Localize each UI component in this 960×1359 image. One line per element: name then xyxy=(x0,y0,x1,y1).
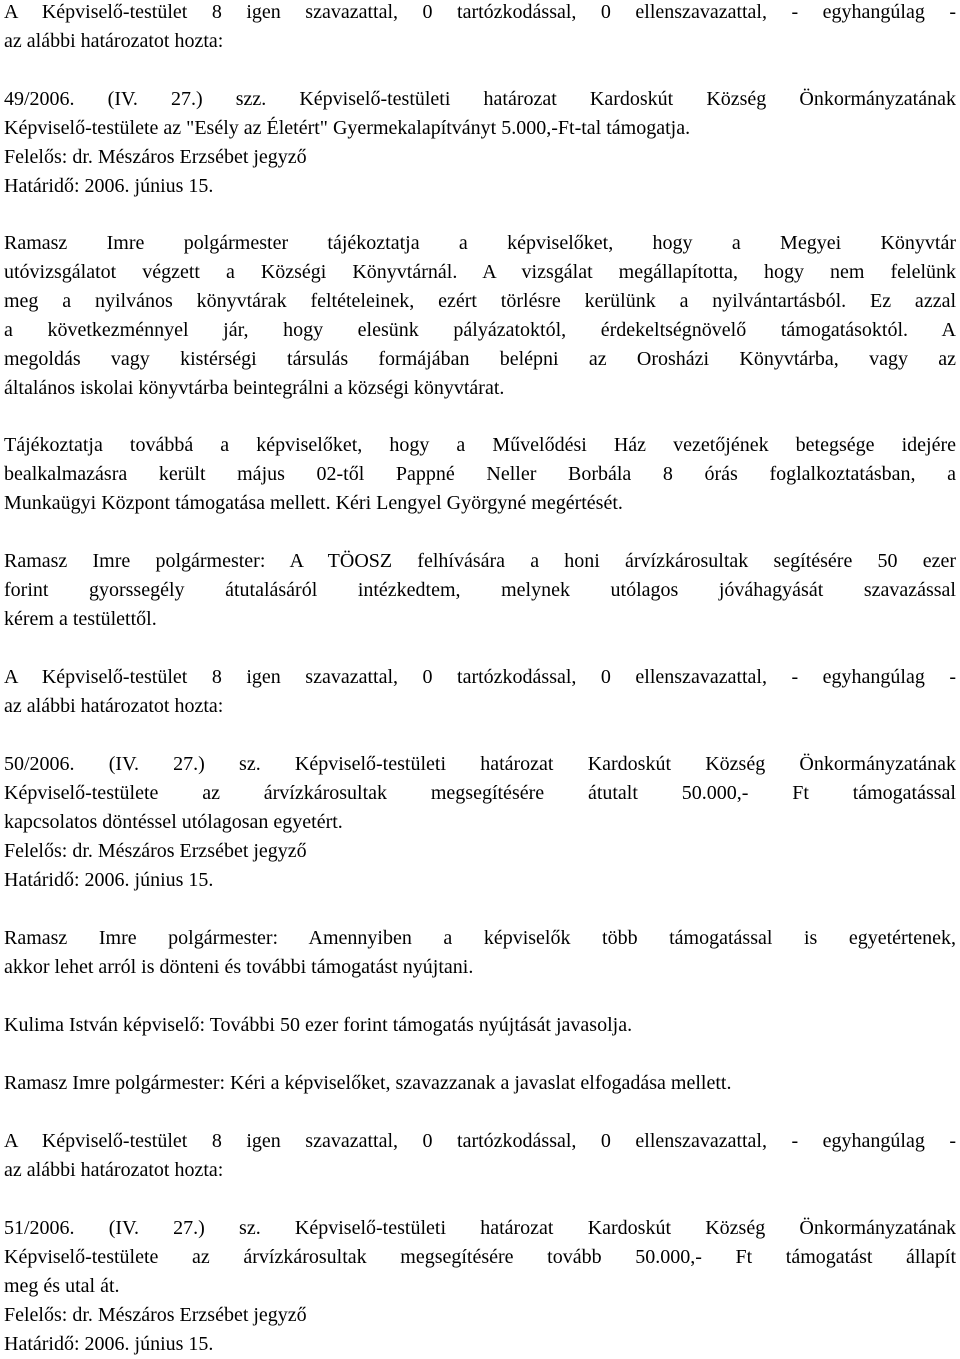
paragraph-line: a következménnyel jár, hogy elesünk pályázatoktól, érdekeltségnövelő támogatásoktól. A xyxy=(4,319,956,341)
paragraph-line: meg a nyilvános könyvtárak feltételeinek, ezért törlésre kerülünk a nyilvántartásból. Ez azzal xyxy=(4,290,956,312)
vote-line: A Képviselő-testület 8 igen szavazattal, 0 tartózkodással, 0 ellenszavazattal, - egyhangúlag - xyxy=(4,1130,956,1152)
resolution-heading xyxy=(4,1214,956,1243)
resolution-text: kapcsolatos döntéssel utólagosan egyetért. xyxy=(4,811,343,833)
resolution-text: Képviselő-testülete az árvízkárosultak megsegítésére tovább 50.000,- Ft támogatást állapít xyxy=(4,1246,956,1268)
resolution-49 xyxy=(4,85,956,201)
vote-statement-1 xyxy=(4,0,956,56)
paragraph-line: megoldás vagy kistérségi társulás formájában belépni az Orosházi Könyvtárba, vagy az xyxy=(4,348,956,370)
vote-line: az alábbi határozatot hozta: xyxy=(4,1159,224,1181)
paragraph-line: utóvizsgálatot végzett a Községi Könyvtárnál. A vizsgálat megállapította, hogy nem felelünk xyxy=(4,261,956,283)
responsible: Felelős: dr. Mészáros Erzsébet jegyző xyxy=(4,1304,307,1326)
paragraph-line: Munkaügyi Központ támogatása mellett. Kéri Lengyel Györgyné megértését. xyxy=(4,492,623,514)
paragraph-line: Ramasz Imre polgármester: A TÖOSZ felhívására a honi árvízkárosultak segítésére 50 ezer xyxy=(4,550,956,572)
resolution-text: meg és utal át. xyxy=(4,1275,120,1297)
responsible: Felelős: dr. Mészáros Erzsébet jegyző xyxy=(4,146,307,168)
paragraph-line: Ramasz Imre polgármester tájékoztatja a képviselőket, hogy a Megyei Könyvtár xyxy=(4,232,956,254)
deadline: Határidő: 2006. június 15. xyxy=(4,869,214,891)
resolution-number: 50/2006. (IV. 27.) sz. xyxy=(4,753,261,775)
paragraph-kulima xyxy=(4,1011,956,1040)
paragraph-library xyxy=(4,229,956,403)
paragraph-vote-request xyxy=(4,1069,956,1098)
paragraph-line: akkor lehet arról is dönteni és további támogatást nyújtani. xyxy=(4,956,474,978)
responsible: Felelős: dr. Mészáros Erzsébet jegyző xyxy=(4,840,307,862)
paragraph-line: kérem a testülettől. xyxy=(4,608,157,630)
resolution-heading xyxy=(4,85,956,114)
resolution-number: 51/2006. (IV. 27.) sz. xyxy=(4,1217,261,1239)
vote-statement-2 xyxy=(4,663,956,721)
paragraph-line: bealkalmazásra került május 02-től Pappné Neller Borbála 8 órás foglalkoztatásban, a xyxy=(4,463,956,485)
vote-line: A Képviselő-testület 8 igen szavazattal, 0 tartózkodással, 0 ellenszavazattal, - egyhangúlag - xyxy=(4,666,956,688)
resolution-50 xyxy=(4,750,956,895)
paragraph-toosz xyxy=(4,547,956,634)
paragraph-more-support xyxy=(4,924,956,982)
paragraph-line: általános iskolai könyvtárba beintegrálni a községi könyvtárat. xyxy=(4,377,505,399)
resolution-text: Képviselő-testületi határozat Kardoskút Község Önkormányzatának xyxy=(294,1217,957,1239)
resolution-heading xyxy=(4,750,956,779)
paragraph-line: Kulima István képviselő: További 50 ezer forint támogatás nyújtását javasolja. xyxy=(4,1014,633,1036)
resolution-text: Képviselő-testülete az árvízkárosultak megsegítésére átutalt 50.000,- Ft támogatással xyxy=(4,782,956,804)
paragraph-cultural-house xyxy=(4,431,956,518)
resolution-number: 49/2006. (IV. 27.) szz. xyxy=(4,88,267,110)
resolution-51 xyxy=(4,1214,956,1359)
paragraph-line: Ramasz Imre polgármester: Kéri a képviselőket, szavazzanak a javaslat elfogadása mellett. xyxy=(4,1072,732,1094)
paragraph-line: Ramasz Imre polgármester: Amennyiben a képviselők több támogatással is egyetértenek, xyxy=(4,927,956,949)
paragraph-line: Tájékoztatja továbbá a képviselőket, hogy a Művelődési Ház vezetőjének betegsége idejére xyxy=(4,434,956,456)
deadline: Határidő: 2006. június 15. xyxy=(4,175,214,197)
deadline: Határidő: 2006. június 15. xyxy=(4,1333,214,1355)
vote-line: az alábbi határozatot hozta: xyxy=(4,30,224,52)
resolution-text: Képviselő-testületi határozat Kardoskút Község Önkormányzatának xyxy=(299,88,956,110)
paragraph-line: forint gyorssegély átutalásáról intézkedtem, melynek utólagos jóváhagyását szavazással xyxy=(4,579,956,601)
vote-line: az alábbi határozatot hozta: xyxy=(4,695,224,717)
resolution-text: Képviselő-testületi határozat Kardoskút Község Önkormányzatának xyxy=(294,753,957,775)
resolution-text: Képviselő-testülete az "Esély az Életért" Gyermekalapítványt 5.000,-Ft-tal támogatja. xyxy=(4,117,691,139)
vote-statement-3 xyxy=(4,1127,956,1185)
vote-line: A Képviselő-testület 8 igen szavazattal, 0 tartózkodással, 0 ellenszavazattal, - egyhangúlag - xyxy=(4,1,956,23)
